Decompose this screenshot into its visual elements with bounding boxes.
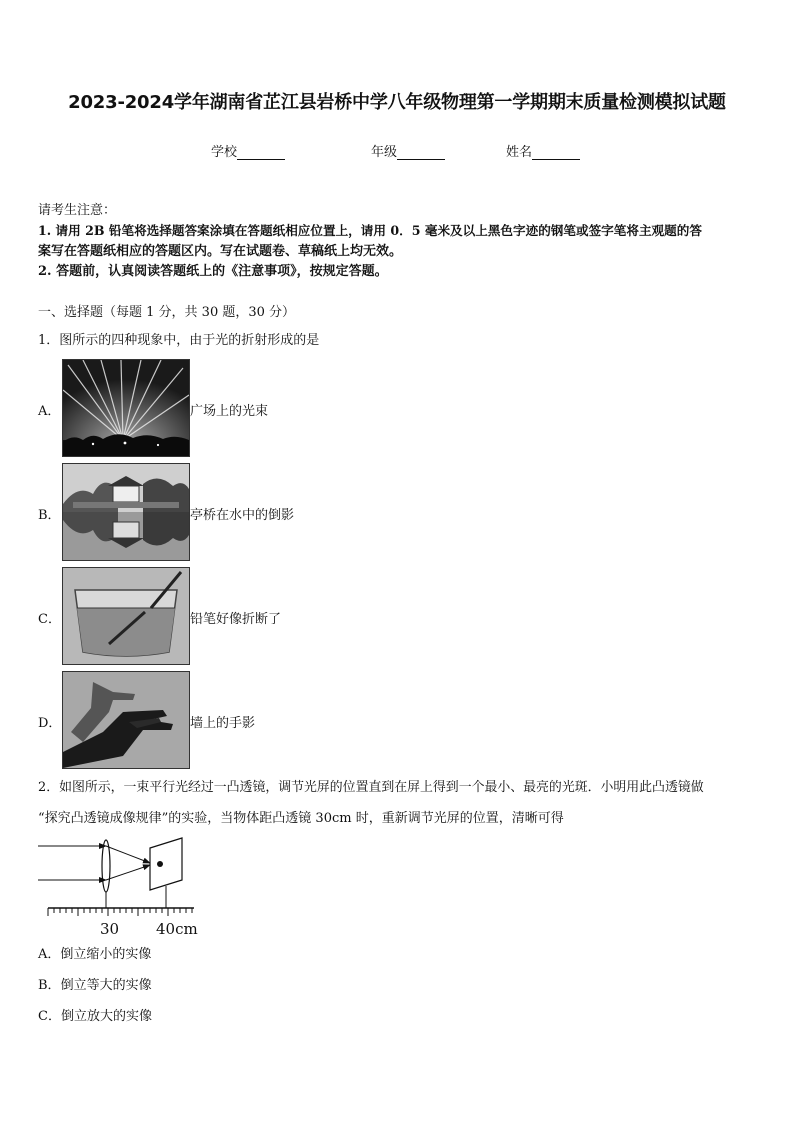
- q2-option-b-text: 倒立等大的实像: [60, 978, 152, 993]
- q1-option-c-letter: C．: [38, 612, 61, 627]
- q1-option-b-caption: 亭桥在水中的倒影: [190, 508, 295, 523]
- lens-diagram: [38, 836, 198, 942]
- q2-option-a: [38, 945, 151, 965]
- grade-label: 年级: [371, 145, 398, 160]
- light-screen: [150, 838, 182, 890]
- q2-option-a-letter: A．: [38, 947, 61, 962]
- q2-option-a-text: 倒立缩小的实像: [60, 947, 152, 962]
- grade-blank: [397, 145, 445, 160]
- name-label: 姓名: [506, 145, 533, 160]
- q2-option-c-text: 倒立放大的实像: [60, 1009, 152, 1024]
- q1-stem: 1．图所示的四种现象中，由于光的折射形成的是: [38, 333, 320, 348]
- q2-stem-line-2: “探究凸透镜成像规律”的实验，当物体距凸透镜 30cm 时，重新调节光屏的位置，清晰可得: [38, 811, 564, 826]
- hand-shadow-image: [62, 671, 190, 769]
- notice-line-1b: 案写在答题纸相应的答题区内。写在试题卷、草稿纸上均无效。: [38, 244, 403, 259]
- grade-field: [371, 141, 445, 160]
- q1-option-a-letter: A．: [38, 404, 61, 419]
- page-title: 2023-2024学年湖南省芷江县岩桥中学八年级物理第一学期期末质量检测模拟试题: [68, 92, 726, 113]
- name-blank: [532, 145, 580, 160]
- name-field: [506, 141, 580, 160]
- q1-option-d-letter: D．: [38, 716, 62, 731]
- notice-heading: 请考生注意：: [38, 203, 117, 218]
- q1-option-c-caption: 铅笔好像折断了: [190, 612, 282, 627]
- school-field: [211, 141, 285, 160]
- ruler-label-40: 40cm: [156, 920, 198, 938]
- q2-option-c: [38, 1007, 152, 1027]
- pavilion-reflection-image: [62, 463, 190, 561]
- q1-option-b-letter: B．: [38, 508, 61, 523]
- notice-line-2: 2. 答题前，认真阅读答题纸上的《注意事项》，按规定答题。: [38, 264, 388, 279]
- ruler-label-30: 30: [100, 920, 120, 938]
- q2-option-b: [38, 976, 152, 996]
- q1-option-a-caption: 广场上的光束: [190, 404, 269, 419]
- section-heading: 一、选择题（每题 1 分，共 30 题，30 分）: [38, 305, 296, 320]
- q2-option-c-letter: C．: [38, 1009, 61, 1024]
- school-label: 学校: [211, 145, 238, 160]
- q2-option-b-letter: B．: [38, 978, 61, 993]
- q1-option-d-caption: 墙上的手影: [190, 716, 256, 731]
- ruler: [48, 908, 194, 916]
- school-blank: [237, 145, 285, 160]
- q2-stem-line-1: 2．如图所示，一束平行光经过一凸透镜，调节光屏的位置直到在屏上得到一个最小、最亮的光斑．小明用此凸透镜做: [38, 780, 704, 795]
- pencil-in-glass-image: [62, 567, 190, 665]
- convex-lens: [102, 840, 110, 892]
- spotlight-beams-image: [62, 359, 190, 457]
- notice-line-1a: 1. 请用 2B 铅笔将选择题答案涂填在答题纸相应位置上，请用 0．5 毫米及以上黑色字迹的钢笔或签字笔将主观题的答: [38, 223, 702, 238]
